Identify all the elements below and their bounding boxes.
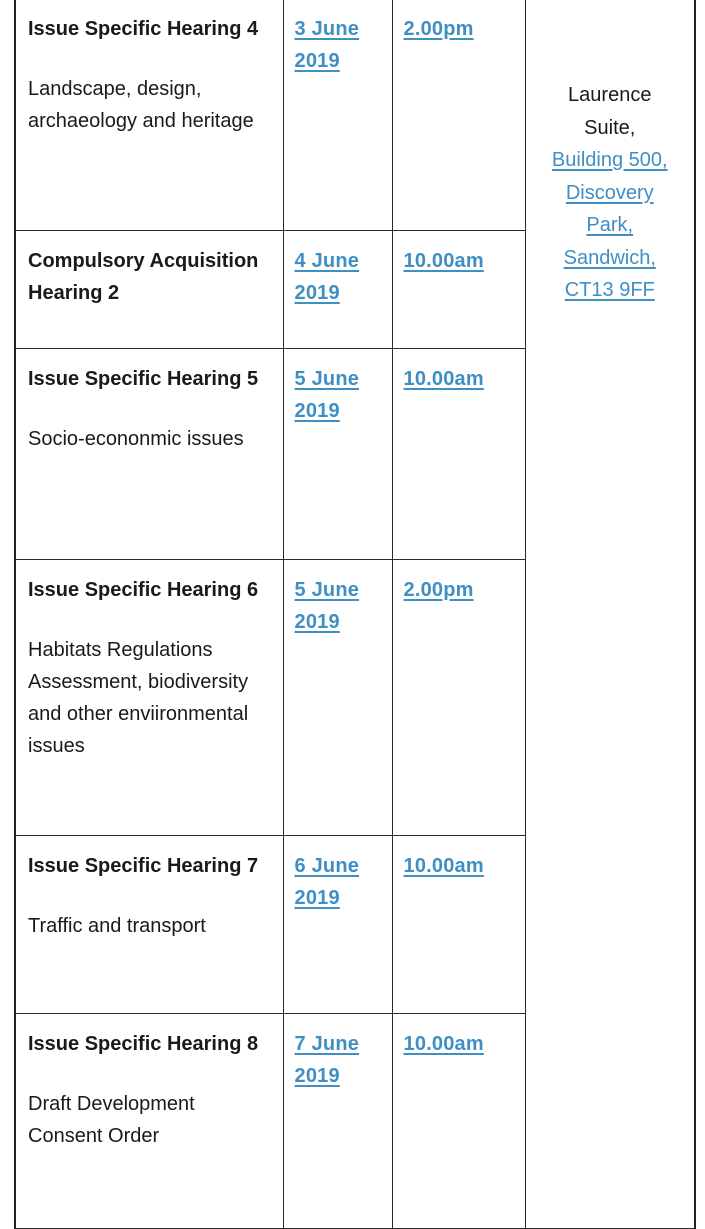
venue-cell [525, 0, 695, 1229]
date-cell [283, 560, 392, 836]
event-cell [15, 0, 283, 231]
time-cell [392, 231, 525, 349]
event-topic: Landscape, design, archaeology and heritage [28, 78, 254, 132]
venue-name-line: Laurence [568, 84, 652, 106]
event-title: Issue Specific Hearing 4 [28, 18, 259, 40]
event-topic: Habitats Regulations Assessment, biodiversity and other enviironmental issues [28, 639, 249, 757]
time-cell [392, 560, 525, 836]
time-link[interactable]: 10.00am [403, 855, 484, 877]
event-title: Issue Specific Hearing 7 [28, 855, 259, 877]
venue-address-line: CT13 9FF [564, 279, 655, 301]
date-cell [283, 231, 392, 349]
event-title: Issue Specific Hearing 5 [28, 368, 259, 390]
date-link[interactable]: 6 June 2019 [294, 855, 360, 909]
hearing-schedule-table [14, 0, 696, 1229]
event-cell [15, 349, 283, 560]
date-cell [283, 349, 392, 560]
date-cell [283, 836, 392, 1014]
time-link[interactable]: 10.00am [403, 368, 484, 390]
event-topic: Draft Development Consent Order [28, 1093, 195, 1147]
event-cell [15, 231, 283, 349]
venue-address-link[interactable] [538, 144, 683, 307]
date-link[interactable]: 4 June 2019 [294, 250, 360, 304]
time-cell [392, 349, 525, 560]
table-row [15, 0, 695, 231]
event-title: Issue Specific Hearing 8 [28, 1033, 259, 1055]
time-link[interactable]: 10.00am [403, 250, 484, 272]
venue-address-line: Building 500, [551, 149, 668, 171]
time-link[interactable]: 2.00pm [403, 18, 474, 40]
venue-address-line: Park, [586, 214, 634, 236]
venue-name-line: Suite, [584, 116, 636, 139]
time-cell [392, 1014, 525, 1229]
event-cell [15, 560, 283, 836]
date-link[interactable]: 5 June 2019 [294, 368, 360, 422]
time-cell [392, 0, 525, 231]
date-link[interactable]: 7 June 2019 [294, 1033, 360, 1087]
event-topic: Traffic and transport [28, 915, 206, 937]
time-cell [392, 836, 525, 1014]
event-cell [15, 1014, 283, 1229]
date-link[interactable]: 5 June 2019 [294, 579, 360, 633]
event-topic: Socio-econonmic issues [28, 428, 244, 450]
time-link[interactable]: 2.00pm [403, 579, 474, 601]
date-link[interactable]: 3 June 2019 [294, 18, 360, 72]
date-cell [283, 0, 392, 231]
event-title: Issue Specific Hearing 6 [28, 579, 259, 601]
event-cell [15, 836, 283, 1014]
event-title: Compulsory Acquisition Hearing 2 [28, 250, 259, 304]
date-cell [283, 1014, 392, 1229]
venue-address-line: Sandwich, [563, 246, 656, 269]
venue-address-line: Discovery [565, 181, 654, 204]
time-link[interactable]: 10.00am [403, 1033, 484, 1055]
